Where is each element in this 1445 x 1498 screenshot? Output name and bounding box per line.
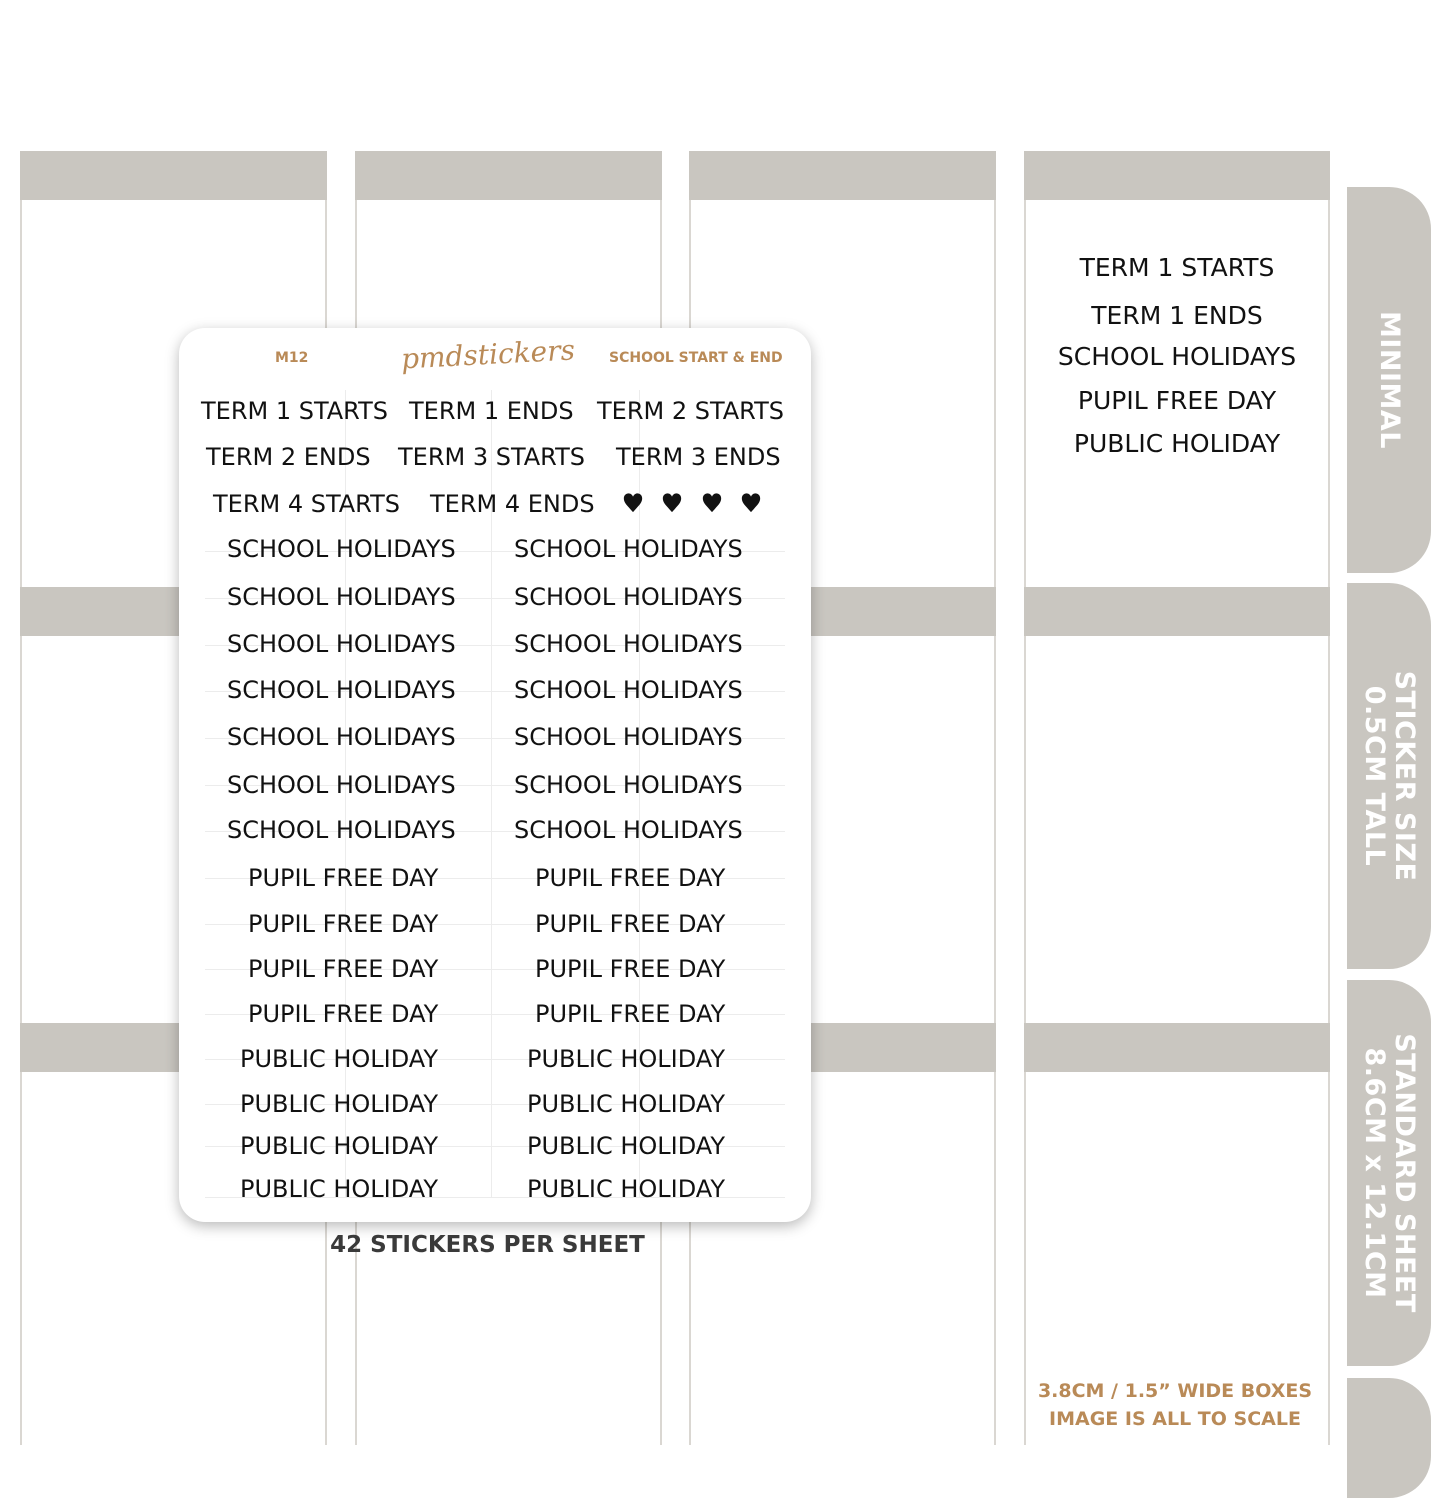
sticker-label: PUBLIC HOLIDAY [527,1090,725,1118]
sticker-label: TERM 2 ENDS [206,443,371,471]
sticker-label: SCHOOL HOLIDAYS [227,535,456,563]
sticker-label: PUPIL FREE DAY [535,910,726,938]
minimal-preview-item: TERM 1 ENDS [1091,301,1263,330]
minimal-preview-item: SCHOOL HOLIDAYS [1057,342,1297,371]
sticker-label: SCHOOL HOLIDAYS [227,676,456,704]
sticker-label: TERM 4 ENDS [430,490,595,518]
sheet-code: M12 [275,350,309,366]
heart-icon [622,492,644,514]
day-header-band [1024,1023,1330,1072]
sticker-label: PUPIL FREE DAY [248,864,439,892]
tab-partial [1347,1378,1431,1498]
sticker-label: PUPIL FREE DAY [535,864,726,892]
sticker-label: SCHOOL HOLIDAYS [227,771,456,799]
sticker-label: TERM 1 ENDS [409,397,574,425]
sticker-label: PUPIL FREE DAY [535,1000,726,1028]
sticker-label: PUPIL FREE DAY [535,955,726,983]
sticker-label: PUBLIC HOLIDAY [240,1132,438,1160]
tab-sticker-size-label: STICKER SIZE 0.5CM TALL [1359,670,1420,882]
sticker-label: SCHOOL HOLIDAYS [514,816,743,844]
heart-icon [701,492,723,514]
sheet-title: SCHOOL START & END [609,350,783,366]
scale-note-line2: IMAGE IS ALL TO SCALE [1049,1408,1301,1430]
sticker-label: SCHOOL HOLIDAYS [227,723,456,751]
column-divider [994,151,996,1445]
sticker-label: TERM 3 ENDS [616,443,781,471]
sticker-label: SCHOOL HOLIDAYS [514,723,743,751]
sticker-label: SCHOOL HOLIDAYS [227,630,456,658]
sticker-label: TERM 1 STARTS [201,397,389,425]
sticker-label: PUPIL FREE DAY [248,955,439,983]
day-header-band [355,151,662,200]
brand-logo: pmdstickers [400,333,576,376]
day-header-band [20,151,327,200]
sticker-label: PUPIL FREE DAY [248,1000,439,1028]
sticker-label: SCHOOL HOLIDAYS [514,583,743,611]
sticker-label: PUPIL FREE DAY [248,910,439,938]
sticker-label: PUBLIC HOLIDAY [240,1045,438,1073]
column-divider [1024,151,1026,1445]
minimal-preview-item: TERM 1 STARTS [1079,253,1275,282]
sticker-sheet [179,328,811,1222]
heart-icon [740,492,762,514]
minimal-preview-item: PUPIL FREE DAY [1077,386,1277,415]
heart-icon [661,492,683,514]
day-header-band [689,151,996,200]
sticker-label: PUBLIC HOLIDAY [240,1090,438,1118]
sticker-label: PUBLIC HOLIDAY [240,1175,438,1203]
column-divider [1328,151,1330,1445]
tab-minimal-label: MINIMAL [1374,310,1405,450]
sticker-label: SCHOOL HOLIDAYS [514,771,743,799]
sticker-label: PUBLIC HOLIDAY [527,1175,725,1203]
tab-minimal [1347,187,1431,573]
sticker-label: SCHOOL HOLIDAYS [514,630,743,658]
sticker-label: SCHOOL HOLIDAYS [514,676,743,704]
sticker-label: TERM 4 STARTS [213,490,401,518]
sticker-label: SCHOOL HOLIDAYS [227,583,456,611]
scale-note-line1: 3.8CM / 1.5” WIDE BOXES [1037,1380,1313,1402]
stickers-per-sheet-label: 42 STICKERS PER SHEET [330,1232,645,1258]
minimal-preview-item: PUBLIC HOLIDAY [1073,429,1281,458]
sticker-label: TERM 3 STARTS [398,443,586,471]
day-header-band [1024,587,1330,636]
sticker-label: SCHOOL HOLIDAYS [514,535,743,563]
column-divider [20,151,22,1445]
sticker-label: TERM 2 STARTS [597,397,785,425]
sticker-label: SCHOOL HOLIDAYS [227,816,456,844]
tab-standard-sheet-label: STANDARD SHEET 8.6CM x 12.1CM [1359,1033,1420,1313]
sticker-label: PUBLIC HOLIDAY [527,1045,725,1073]
tab-sticker-size [1347,583,1431,969]
day-header-band [1024,151,1330,200]
tab-standard-sheet [1347,980,1431,1366]
sticker-label: PUBLIC HOLIDAY [527,1132,725,1160]
